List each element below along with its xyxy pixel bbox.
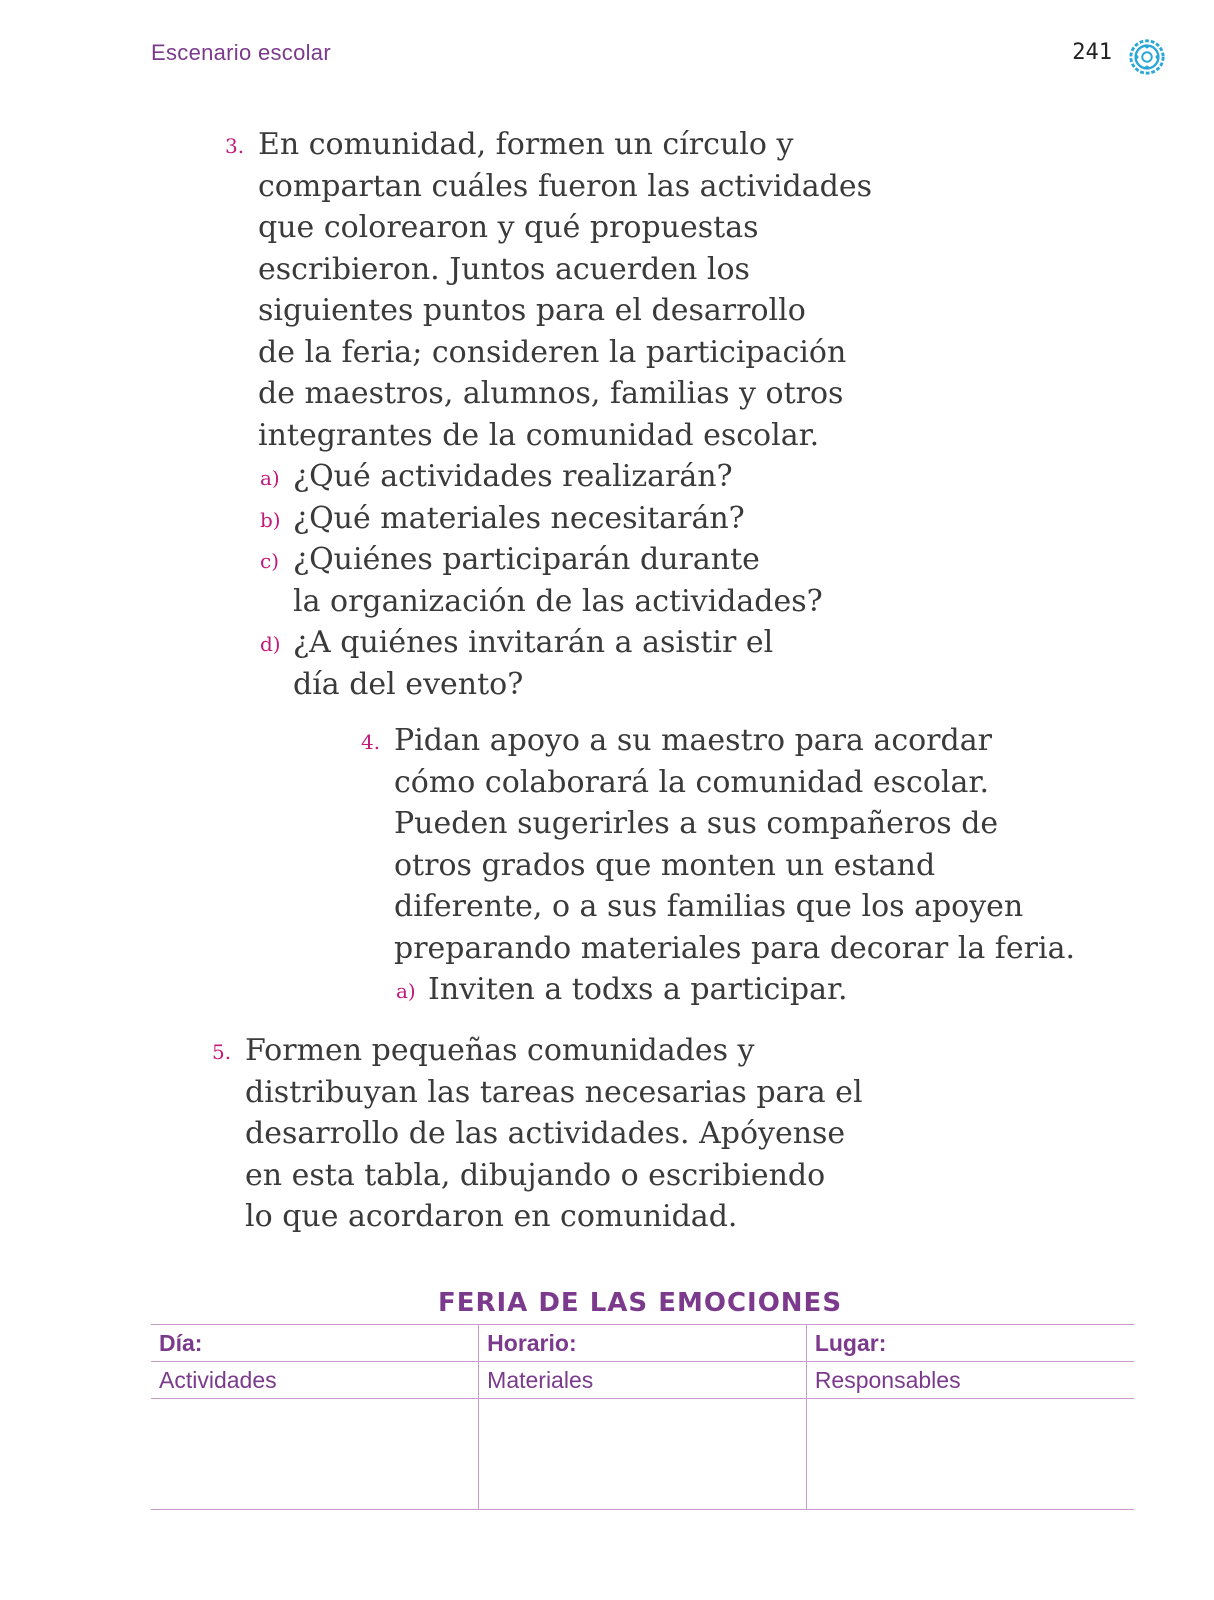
page-number: 241 bbox=[1072, 40, 1112, 65]
day-cell[interactable]: Día: bbox=[151, 1325, 479, 1362]
text-line: siguientes puntos para el desarrollo bbox=[258, 293, 806, 328]
instruction-item-5 bbox=[212, 1030, 863, 1238]
subitem-letter: c) bbox=[260, 549, 280, 573]
text-line: ¿Qué materiales necesitarán? bbox=[293, 500, 745, 536]
activities-entry-cell[interactable] bbox=[151, 1399, 479, 1510]
schedule-cell[interactable]: Horario: bbox=[479, 1325, 807, 1362]
subitem-c bbox=[258, 539, 872, 622]
responsibles-entry-cell[interactable] bbox=[806, 1399, 1134, 1510]
subitem-letter: d) bbox=[260, 632, 281, 656]
text-line: diferente, o a sus familias que los apoyen bbox=[394, 889, 1024, 924]
text-line: ¿A quiénes invitarán a asistir el bbox=[293, 625, 774, 660]
text-line: Pidan apoyo a su maestro para acordar bbox=[394, 723, 992, 758]
item-number: 4. bbox=[361, 730, 381, 754]
text-line: integrantes de la comunidad escolar. bbox=[258, 417, 820, 453]
activities-label: Actividades bbox=[151, 1362, 479, 1399]
text-line: Formen pequeñas comunidades y bbox=[245, 1033, 755, 1068]
text-line: de maestros, alumnos, familias y otros bbox=[258, 376, 844, 411]
table-header-row bbox=[151, 1325, 1134, 1362]
feria-planning-table bbox=[151, 1324, 1134, 1510]
subitem-b bbox=[258, 498, 872, 540]
text-line: la organización de las actividades? bbox=[293, 583, 823, 619]
table-row bbox=[151, 1399, 1134, 1510]
text-line: cómo colaborará la comunidad escolar. bbox=[394, 764, 989, 800]
text-line: compartan cuáles fueron las actividades bbox=[258, 168, 873, 204]
running-header: Escenario escolar bbox=[151, 40, 331, 65]
ornament-icon bbox=[1128, 38, 1166, 76]
text-line: preparando materiales para decorar la feria. bbox=[394, 930, 1075, 966]
table-title: FERIA DE LAS EMOCIONES bbox=[437, 1288, 843, 1318]
text-line: en esta tabla, dibujando o escribiendo bbox=[245, 1157, 826, 1193]
subitem-a bbox=[258, 456, 872, 498]
text-line: lo que acordaron en comunidad. bbox=[245, 1199, 738, 1234]
text-line: día del evento? bbox=[293, 666, 524, 702]
subitem-letter: a) bbox=[260, 466, 280, 490]
materials-label: Materiales bbox=[479, 1362, 807, 1399]
subitem-letter: a) bbox=[396, 979, 416, 1003]
subitem-a bbox=[394, 969, 1075, 1011]
text-line: ¿Qué actividades realizarán? bbox=[293, 459, 733, 494]
text-line: que colorearon y qué propuestas bbox=[258, 210, 759, 245]
text-line: desarrollo de las actividades. Apóyense bbox=[245, 1116, 846, 1151]
text-line: otros grados que monten un estand bbox=[394, 847, 936, 883]
materials-entry-cell[interactable] bbox=[479, 1399, 807, 1510]
instruction-item-3 bbox=[225, 124, 873, 705]
table-label-row bbox=[151, 1362, 1134, 1399]
text-line: Pueden sugerirles a sus compañeros de bbox=[394, 806, 999, 841]
text-line: escribieron. Juntos acuerden los bbox=[258, 251, 750, 287]
place-cell[interactable]: Lugar: bbox=[806, 1325, 1134, 1362]
text-line: Inviten a todxs a participar. bbox=[428, 972, 848, 1007]
text-line: de la feria; consideren la participación bbox=[258, 334, 847, 370]
subitem-letter: b) bbox=[260, 507, 281, 532]
instruction-item-4 bbox=[361, 720, 1075, 1011]
responsibles-label: Responsables bbox=[806, 1362, 1134, 1399]
subitem-d bbox=[258, 622, 872, 705]
text-line: ¿Quiénes participarán durante bbox=[293, 542, 760, 577]
text-line: distribuyan las tareas necesarias para el bbox=[245, 1074, 863, 1110]
item-number: 5. bbox=[212, 1040, 232, 1064]
item-number: 3. bbox=[225, 134, 245, 158]
text-line: En comunidad, formen un círculo y bbox=[258, 127, 794, 162]
